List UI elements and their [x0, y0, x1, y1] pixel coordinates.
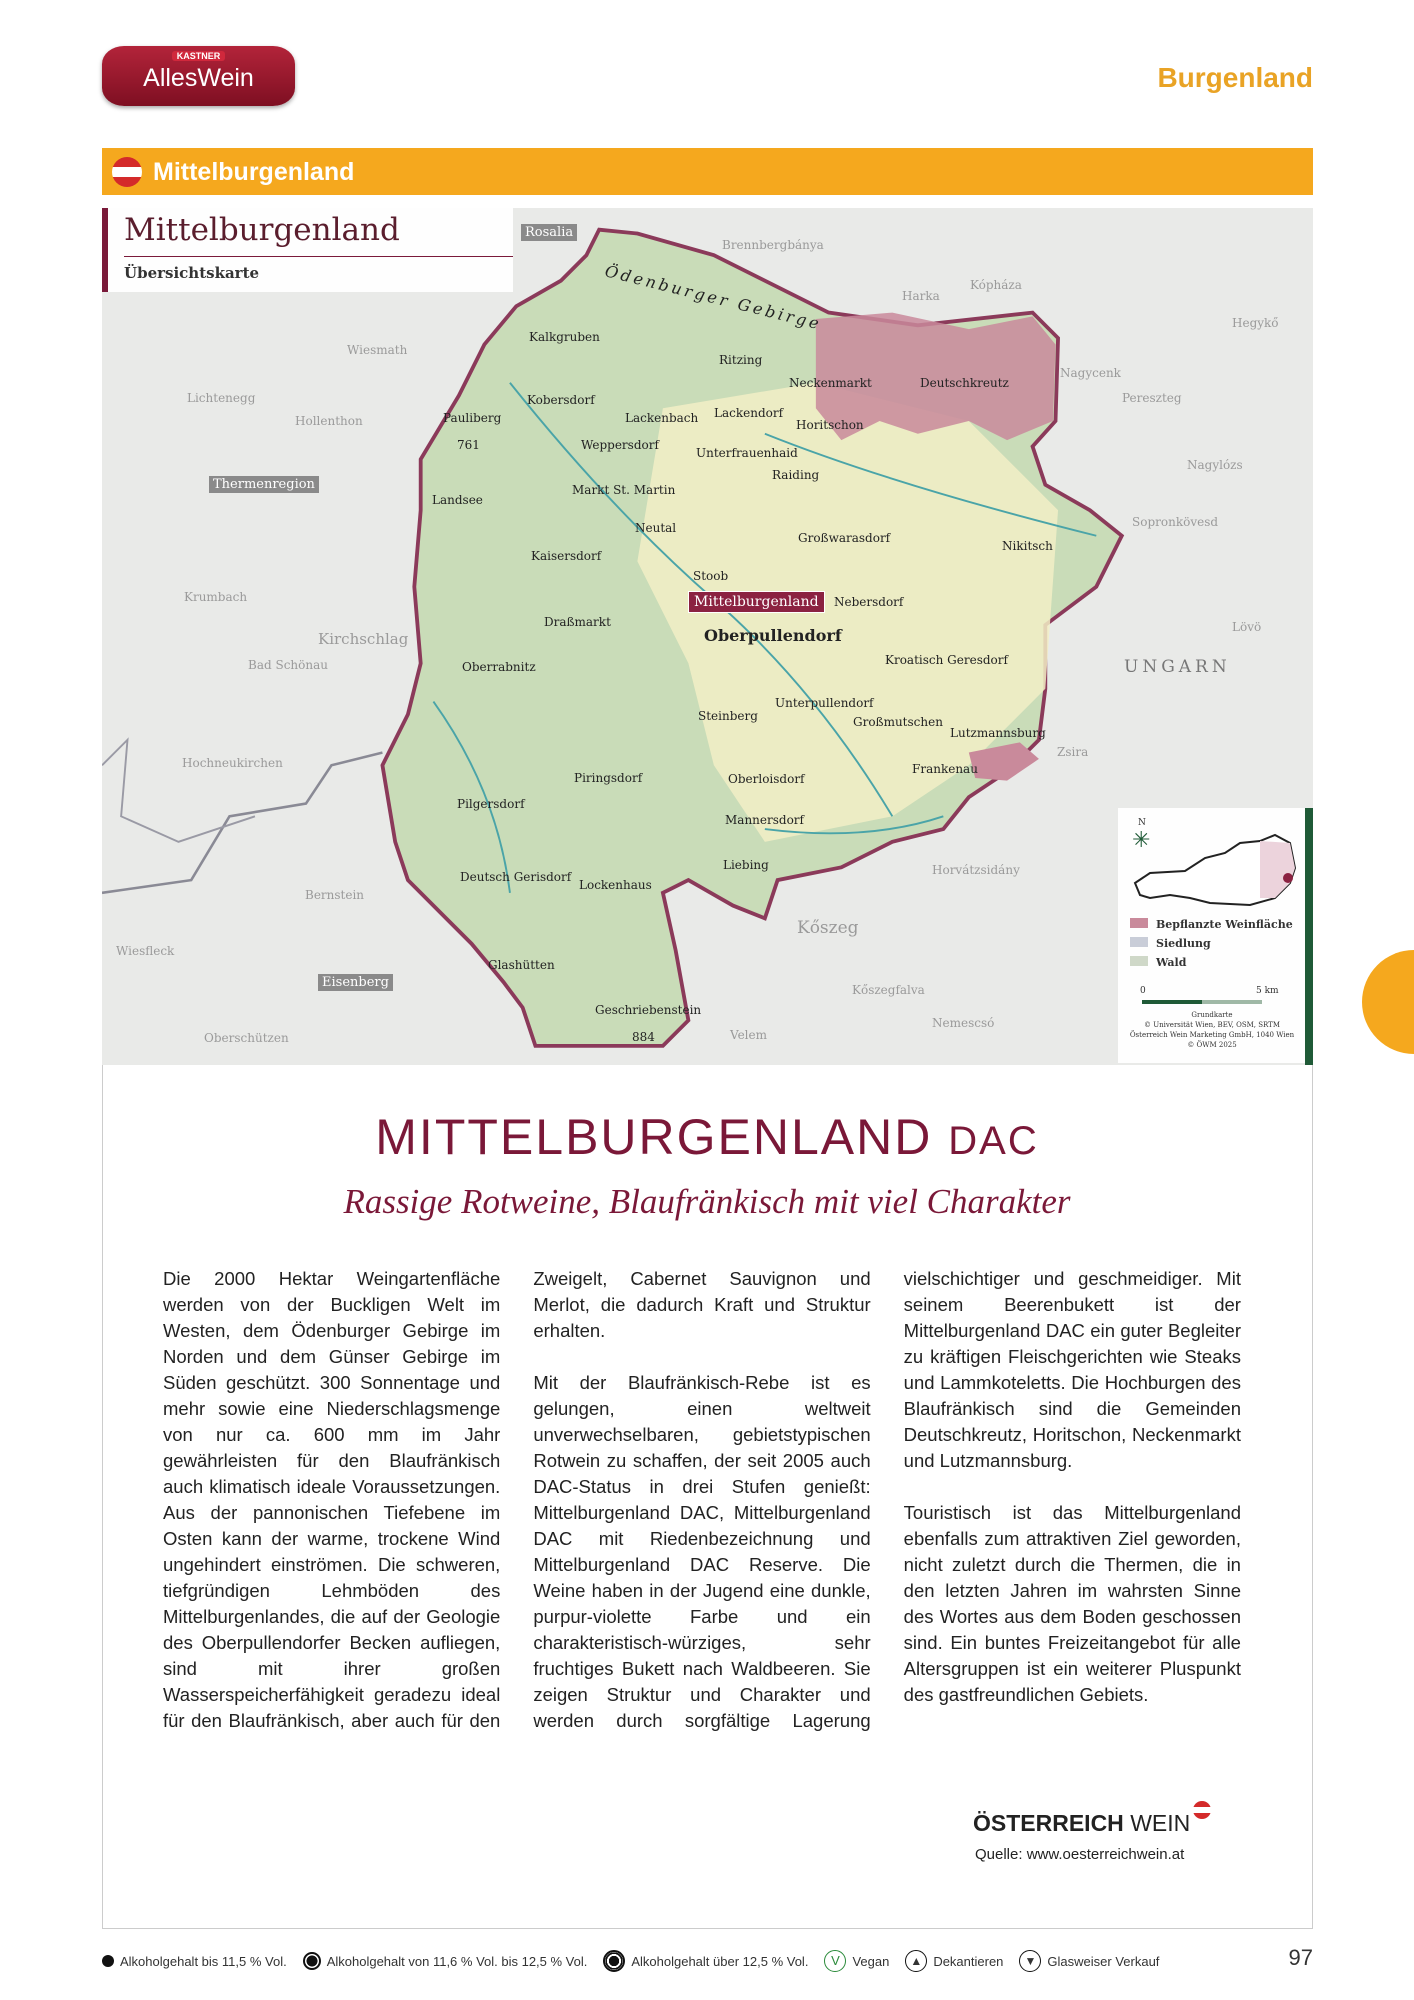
region-tag: Eisenberg: [318, 974, 393, 991]
place-label: Piringsdorf: [574, 771, 643, 785]
bg-place-label: Lövö: [1232, 620, 1262, 634]
map-credit: © Universität Wien, BEV, OSM, SRTM: [1143, 1021, 1281, 1029]
place-label: Nikitsch: [1002, 539, 1053, 553]
legend-swatch-vineyard: [1130, 918, 1148, 928]
section-title: Mittelburgenland: [153, 158, 355, 186]
austria-flag-icon: [112, 157, 142, 187]
bg-place-label: Brennbergbánya: [722, 238, 824, 252]
chapter-tab: [1362, 950, 1414, 1054]
double-ring-dot-icon: [603, 1950, 625, 1972]
bg-place-label: Hegykő: [1232, 316, 1279, 330]
place-label: Kaisersdorf: [531, 549, 602, 563]
place-label: Großwarasdorf: [798, 531, 891, 545]
bg-place-label: Bad Schönau: [248, 658, 328, 672]
bg-place-label: Nagycenk: [1060, 366, 1121, 380]
place-label: Horitschon: [796, 418, 864, 432]
place-label: Lutzmannsburg: [950, 726, 1046, 740]
map-credit: Österreich Wein Marketing GmbH, 1040 Wien: [1129, 1031, 1295, 1039]
footer-legend-item: Alkoholgehalt bis 11,5 % Vol.: [120, 1953, 287, 1969]
article-paragraph: Touristisch ist das Mittelburgenland ebenfalls zum attraktiven Ziel geworden, nicht zuletzt durch die Thermen, die in den letzten Jahren im wahrsten Sinne des Wortes aus dem Boden geschossen sind. Ein buntes Freizeitangebot für alle Altersgruppen ist ein weiterer Pluspunkt des gastfreundlichen Gebiets.: [903, 1502, 1241, 1705]
article-title-text: MITTELBURGENLAND: [375, 1109, 933, 1165]
article-title-suffix: DAC: [948, 1119, 1039, 1163]
legend-item: Siedlung: [1156, 937, 1211, 950]
bg-place-label: Kirchschlag: [318, 630, 409, 648]
place-label: Frankenau: [912, 762, 978, 776]
logo-light: WEIN: [1130, 1810, 1191, 1836]
bg-place-label: Pereszteg: [1122, 391, 1182, 405]
bg-place-label: Krumbach: [184, 590, 248, 604]
bg-place-label: Kőszegfalva: [852, 983, 925, 997]
bg-place-label: Kópháza: [970, 278, 1022, 292]
article-body: [163, 1266, 1241, 1734]
place-label: Stoob: [693, 569, 729, 583]
place-label: Oberpullendorf: [704, 626, 842, 645]
oesterreich-wein-logo: [973, 1810, 1190, 1837]
place-label: Oberrabnitz: [462, 660, 536, 674]
vegan-icon: V: [824, 1950, 846, 1972]
source-text: Quelle: www.oesterreichwein.at: [975, 1846, 1185, 1863]
country-label: UNGARN: [1124, 657, 1231, 677]
decanter-icon: ▲: [905, 1950, 927, 1972]
bg-place-label: Lichtenegg: [187, 391, 256, 405]
place-label: Lackenbach: [625, 411, 699, 425]
bg-place-label: Wiesfleck: [116, 944, 175, 958]
bg-place-label: Bernstein: [305, 888, 365, 902]
place-label: Unterfrauenhaid: [696, 446, 798, 460]
map-credit: © ÖWM 2025: [1187, 1041, 1237, 1049]
place-label: Kroatisch Geresdorf: [885, 653, 1008, 667]
place-label: Glashütten: [488, 958, 555, 972]
place-label: Steinberg: [698, 709, 758, 723]
footer-legend-item: Alkoholgehalt von 11,6 % Vol. bis 12,5 % Vol.: [326, 1953, 588, 1969]
dot-icon: [102, 1955, 114, 1967]
place-label: Großmutschen: [853, 715, 943, 729]
place-label: Neutal: [635, 521, 677, 535]
legend-swatch-forest: [1130, 956, 1148, 966]
legend-item: Wald: [1156, 956, 1187, 969]
logo-name: AllesWein: [143, 64, 254, 92]
place-label: Markt St. Martin: [572, 483, 676, 497]
page-number: 97: [1288, 1945, 1313, 1970]
place-label: Kobersdorf: [527, 393, 595, 407]
map-subtitle: Übersichtskarte: [124, 264, 260, 282]
bg-place-label: Hochneukirchen: [182, 756, 283, 770]
bg-place-label: Zsira: [1057, 745, 1089, 759]
bg-place-label: Velem: [730, 1028, 767, 1042]
elevation-label: 761: [457, 438, 480, 452]
article-title: [0, 1108, 1414, 1166]
austria-minimap: [1130, 823, 1300, 913]
region-title: Burgenland: [1157, 62, 1313, 93]
elevation-label: 884: [632, 1030, 655, 1044]
alleswein-logo: [102, 46, 295, 106]
scale-bar: [1142, 1000, 1202, 1004]
scale-start: 0: [1140, 986, 1146, 996]
wine-glass-icon: ▼: [1019, 1950, 1041, 1972]
footer-legend-item: Dekantieren: [933, 1953, 1004, 1969]
place-label: Nebersdorf: [834, 595, 904, 609]
place-label: Lockenhaus: [579, 878, 652, 892]
place-label: Geschriebenstein: [595, 1003, 702, 1017]
place-label: Deutschkreutz: [920, 376, 1009, 390]
place-label: Neckenmarkt: [789, 376, 872, 390]
place-label: Mannersdorf: [725, 813, 804, 827]
north-label: N: [1138, 818, 1146, 828]
logo-bold: ÖSTERREICH: [973, 1810, 1124, 1836]
region-map: [102, 208, 1313, 1065]
region-tag: Rosalia: [521, 224, 577, 241]
ring-dot-icon: [303, 1952, 321, 1970]
place-label: Ritzing: [719, 353, 763, 367]
bg-place-label: Oberschützen: [204, 1031, 289, 1045]
mountain-label: Ödenburger Gebirge: [603, 261, 824, 334]
footer-legend: [102, 1950, 1313, 1972]
scale-end: 5 km: [1256, 986, 1279, 996]
place-label: Landsee: [432, 493, 483, 507]
map-center-badge: Mittelburgenland: [688, 591, 825, 613]
bg-place-label: Hollenthon: [295, 414, 363, 428]
map-title: Mittelburgenland: [124, 212, 400, 248]
bg-place-label: Nemescsó: [932, 1016, 995, 1030]
legend-item: Bepflanzte Weinfläche: [1156, 918, 1293, 931]
footer-legend-item: Vegan: [852, 1953, 890, 1969]
place-label: Lackendorf: [714, 406, 784, 420]
legend-accent-bar: [1305, 808, 1313, 1065]
place-label: Kalkgruben: [529, 330, 600, 344]
article-subtitle: Rassige Rotweine, Blaufränkisch mit viel Charakter: [343, 1182, 1071, 1221]
map-credit: Grundkarte: [1191, 1011, 1233, 1019]
footer-legend-item: Glasweiser Verkauf: [1047, 1953, 1160, 1969]
legend-swatch-settlement: [1130, 937, 1148, 947]
compass-icon: ✳: [1132, 828, 1151, 853]
place-label: Draßmarkt: [544, 615, 611, 629]
place-label: Oberloisdorf: [728, 772, 805, 786]
bg-place-label: Wiesmath: [347, 343, 408, 357]
bg-place-label: Nagylózs: [1187, 458, 1243, 472]
bg-place-label: Kőszeg: [797, 918, 859, 938]
article-paragraph: Die 2000 Hektar Weingartenfläche werden von der Buckligen Welt im Westen, dem Ödenburger Gebirge im Norden und dem Günser Gebirge im Süden geschützt. 300 Sonnentage und mehr sowie eine Niederschlagsmenge von nur ca. 600 mm im Jahr gewährleisten für den Blaufränkisch auch klimatisch ideale Voraussetzungen. Aus der pannonischen Tiefebene im Osten kann der warme, trockene Wind ungehindert einströmen. Die schweren, tiefgründigen Lehmböden des Mittelburgenlandes, die auf der Geologie des Oberpullendorfer Becken aufliegen, sind mit ihrer großen Wasserspeicherfähigkeit geradezu ideal für den Blaufränkisch, aber auch für den Zweigelt, Cabernet Sauvignon und Merlot, die dadurch Kraft und Struktur erhalten.: [163, 1268, 871, 1731]
bg-place-label: Harka: [902, 289, 940, 303]
place-label: Deutsch Gerisdorf: [460, 870, 572, 884]
place-label: Weppersdorf: [581, 438, 659, 452]
place-label: Pilgersdorf: [457, 797, 525, 811]
austria-flag-icon: [1193, 1801, 1211, 1819]
map-title-box: [102, 208, 513, 292]
place-label: Unterpullendorf: [775, 696, 874, 710]
article-paragraph: Mit der Blaufränkisch-Rebe ist es gelungen, einen weltweit unverwechselbaren, gebietstypischen Rotwein zu schaffen, der seit 2005 auch DAC-Status in drei Stufen genießt: Mittelburgenland DAC, Mittelburgenland DAC mit Riedenbezeichnung und Mittelburgenland DAC Reserve. Die Weine haben in der Jugend eine dunkle, purpur-violette Farbe und ein charakteristisch-würziges, sehr fruchtiges Bukett nach Waldbeeren. Sie zeigen Struktur und Charakter und werden durch sorgfältige Lagerung vielschichtiger und geschmeidiger. Mit seinem Beerenbukett ist der Mittelburgenland DAC ein guter Begleiter zu kräftigen Fleischgerichten wie Steaks und Lammkoteletts. Die Hochburgen des Blaufränkisch sind die Gemeinden Deutschkreutz, Horitschon, Neckenmarkt und Lutzmannsburg.: [533, 1268, 1241, 1731]
map-legend: [1118, 808, 1306, 1063]
logo-brand: KASTNER: [172, 51, 226, 61]
place-label: Pauliberg: [443, 411, 502, 425]
place-label: Raiding: [772, 468, 820, 482]
place-label: Liebing: [723, 858, 769, 872]
bg-place-label: Horvátzsidány: [932, 863, 1020, 877]
region-tag: Thermenregion: [209, 476, 319, 493]
footer-legend-item: Alkoholgehalt über 12,5 % Vol.: [631, 1953, 809, 1969]
bg-place-label: Sopronkövesd: [1132, 515, 1219, 529]
